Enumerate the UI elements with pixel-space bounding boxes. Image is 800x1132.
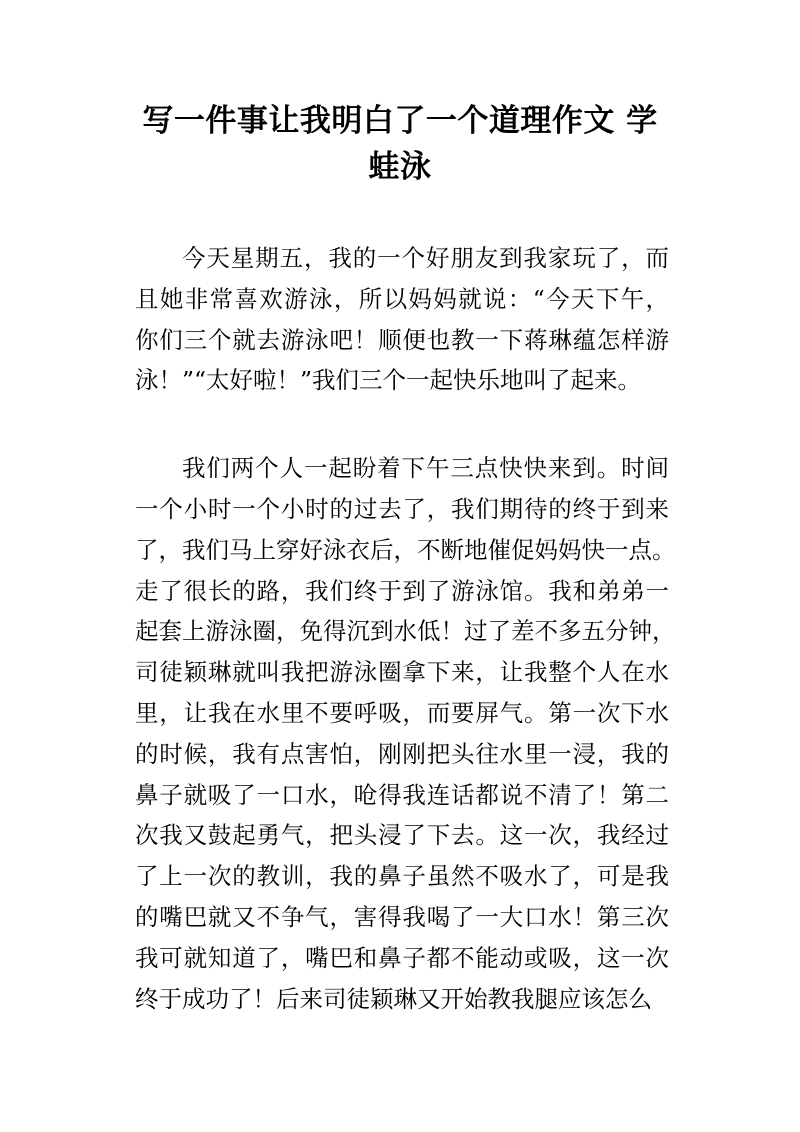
text-line: 终于成功了！后来司徒颖琳又开始教我腿应该怎么 xyxy=(135,984,652,1013)
title-line-1: 写一件事让我明白了一个道理作文 学 xyxy=(142,103,658,139)
text-line: 里，让我在水里不要呼吸，而要屏气。第一次下水 xyxy=(135,698,669,727)
text-line: 司徒颖琳就叫我把游泳圈拿下来，让我整个人在水 xyxy=(135,658,669,687)
text-line: 我可就知道了，嘴巴和鼻子都不能动或吸，这一次 xyxy=(135,943,669,972)
text-line: 次我又鼓起勇气，把头浸了下去。这一次，我经过 xyxy=(135,821,669,850)
text-line: 今天星期五，我的一个好朋友到我家玩了，而 xyxy=(182,244,669,272)
text-line: 起套上游泳圈，免得沉到水低！过了差不多五分钟， xyxy=(135,617,676,646)
text-line: 的时候，我有点害怕，刚刚把头往水里一浸，我的 xyxy=(135,739,669,768)
text-line: 泳！”“太好啦！”我们三个一起快乐地叫了起来。 xyxy=(135,366,642,395)
text-line: 我们两个人一起盼着下午三点快快来到。时间 xyxy=(182,454,669,483)
paragraph-1 xyxy=(135,238,669,401)
title-line-2: 蛙泳 xyxy=(368,149,432,185)
text-line: 且她非常喜欢游泳，所以妈妈就说：“今天下午， xyxy=(135,284,669,313)
text-line: 的嘴巴就又不争气，害得我喝了一大口水！第三次 xyxy=(135,902,669,931)
text-line: 了上一次的教训，我的鼻子虽然不吸水了，可是我 xyxy=(135,862,669,891)
text-line: 鼻子就吸了一口水，呛得我连话都说不清了！第二 xyxy=(135,780,669,809)
text-line: 你们三个就去游泳吧！顺便也教一下蒋琳蕴怎样游 xyxy=(135,325,669,354)
text-line: 走了很长的路，我们终于到了游泳馆。我和弟弟一 xyxy=(135,576,669,605)
paragraph-2 xyxy=(135,448,676,1019)
text-line: 了，我们马上穿好泳衣后，不断地催促妈妈快一点。 xyxy=(135,535,676,564)
document-body xyxy=(135,238,676,1019)
text-line: 一个小时一个小时的过去了，我们期待的终于到来 xyxy=(135,494,669,523)
document-title xyxy=(120,98,680,190)
